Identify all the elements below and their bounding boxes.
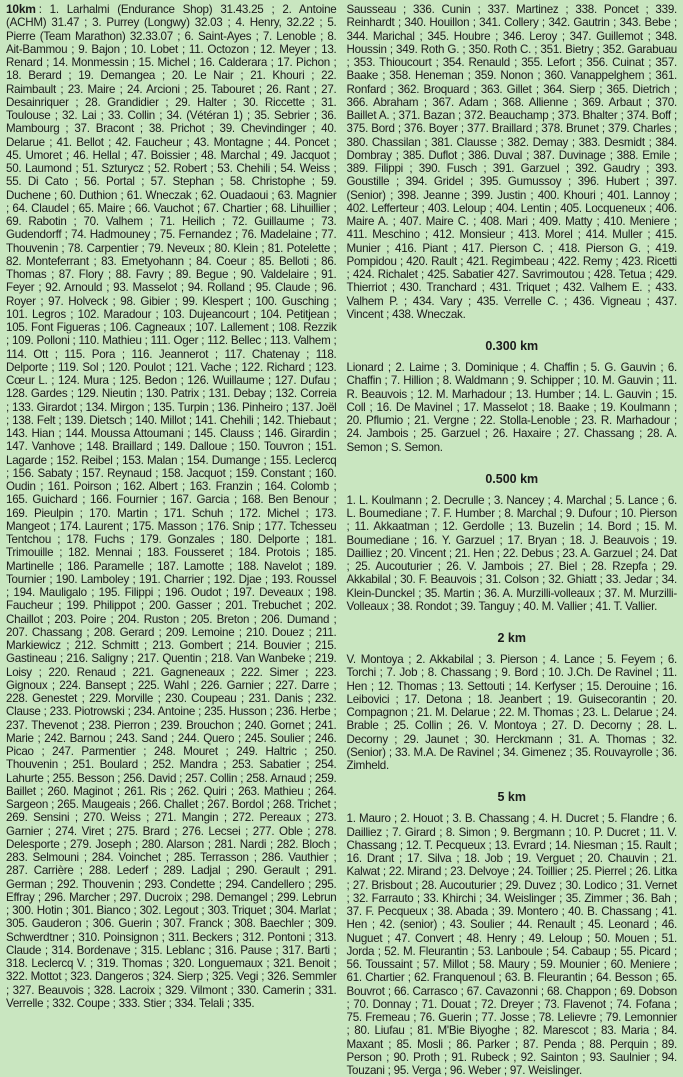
results-0500km: 1. L. Koulmann ; 2. Decrulle ; 3. Nancey ; 4. Marchal ; 5. Lance ; 6. L. Boumediane ; 7. F. Humber ; 8. Marchal ; 9. Dufour ; 10. Pierson ; 11. Akkaatman ; 12. Gerdolle ; 13. Buzelin ; 14. Bord ; 15. M. Boumediane ; 16. Y. Garzuel ; 17. Bryan ; 18. J. Beauvois ; 19. Dailliez ; 20. Vincent ; 21. Hen ; 22. Debus ; 23. A. Garzuel ; 24. Dat ; 25. Aucouturier ; 26. V. Jambois ; 27. Biel ; 28. Rzepfa ; 29. Akkabilal ; 30. F. Beauvois ; 31. Colson ; 32. Ghiatt ; 33. Jedar ; 34. Klein-Dunckel ; 35. Martin ; 36. A. Murzilli-volleaux ; 37. M. Murzilli-Volleaux ; 38. Rondot ; 39. Tanguy ; 40. M. Vallier ; 41. T. Vallier. [346, 493, 677, 613]
heading-2km: 2 km [497, 631, 526, 645]
heading-5km: 5 km [497, 790, 526, 805]
results-5km: 1. Mauro ; 2. Houot ; 3. B. Chassang ; 4. H. Ducret ; 5. Flandre ; 6. Dailliez ; 7. Girard ; 8. Simon ; 9. Bergmann ; 10. P. Ducret ; 11. V. Chassang ; 12. T. Pecqueux ; 13. Evrard ; 14. Niesman ; 15. Rault ; 16. Drant ; 17. Silva ; 18. Job ; 19. Verguet ; 20. Chauvin ; 21. Kalwat ; 22. Mirand ; 23. Delvoye ; 24. Toillier ; 25. Pierrel ; 26. Litka ; 27. Brisbout ; 28. Aucouturier ; 29. Duvez ; 30. Lodico ; 31. Vernet ; 32. Farrauto ; 33. Khirchi ; 34. Weislinger ; 35. Zimmer ; 36. Bah ; 37. F. Pecqueux ; 38. Abada ; 39. Montero ; 40. B. Chassang ; 41. Hen ; 42. (senior) ; 43. Soulier ; 44. Renault ; 45. Leonard ; 46. Nuguet ; 47. Convert ; 48. Henry ; 49. Leloup ; 50. Mouen ; 51. Jorda ; 52. M. Fleurantin ; 53. Lanboule ; 54. Cabaup ; 55. Picard ; 56. Toussaint ; 57. Millot ; 58. Maury ; 59. Mounier ; 60. Meniere ; 61. Chartier ; 62. Franquenoul ; 63. B. Fleurantin ; 64. Besson ; 65. Bouvrot ; 66. Carrasco ; 67. Cavazonni ; 68. Chappon ; 69. Dobson ; 70. Donnay ; 71. Douat ; 72. Dreyer ; 73. Flavenot ; 74. Fofana ; 75. Fremeau ; 76. Guerin ; 77. Josse ; 78. Lelievre ; 79. Lemonnier ; 80. Liufau ; 81. M'Bie Biyoghe ; 82. Marescot ; 83. Maria ; 84. Maxant ; 85. Mosli ; 86. Parker ; 87. Penda ; 88. Perquin ; 89. Person ; 90. Proth ; 91. Rubeck ; 92. Sainton ; 93. Saulnier ; 94. Touzani ; 95. Verga ; 96. Weber ; 97. Weislinger. [346, 812, 677, 1077]
results-10km-text: : 1. Larhalmi (Endurance Shop) 31.43.25 ; 2. Antoine (ACHM) 31.47 ; 3. Purrey (Longwy) 32.03 ; 4. Henry, 32.22 ; 5. Pierre (Team Marathon) 32.33.07 ; 6. Saint-Ayes ; 7. Lenoble ; 8. Ait-Bammou ; 9. Bajon ; 10. Lobet ; 11. Octozon ; 12. Meyer ; 13. Renard ; 14. Monmessin ; 15. Michel ; 16. Calderara ; 17. Pichon ; 18. Berard ; 19. Demangea ; 20. Le Nair ; 21. Khouri ; 22. Raimbault ; 23. Maire ; 24. Arcioni ; 25. Tabouret ; 26. Rant ; 27. Desainriquer ; 28. Grandidier ; 29. Halter ; 30. Riccette ; 31. Toulouse ; 32. Lai ; 33. Collin ; 34. (Vétéran 1) ; 35. Sebrier ; 36. Mambourg ; 37. Bracont ; 38. Prichot ; 39. Chevindinger ; 40. Delarue ; 41. Bellot ; 42. Faucheur ; 43. Montagne ; 44. Poncet ; 45. Umoret ; 46. Hellal ; 47. Boissier ; 48. Marchal ; 49. Jacquot ; 50. Laumond ; 51. Szturycz ; 52. Robert ; 53. Chehili ; 54. Weiss ; 55. Di Cato ; 56. Portal ; 57. Stephan ; 58. Christophe ; 59. Duchene ; 60. Duthion ; 61. Wneczak ; 62. Ouadaoui ; 63. Magnier ; 64. Claudel ; 65. Maire ; 66. Vauchot ; 67. Chartier ; 68. Lihuillier ; 69. Rabotin ; 70. Valhem ; 71. Heilich ; 72. Guillaume ; 73. Gudendorff ; 74. Hadmouney ; 75. Fernandez ; 76. Madelaine ; 77. Thouvenin ; 78. Carpentier ; 79. Neveux ; 80. Klein ; 81. Potelette ; 82. Monteferrant ; 83. Emetyohann ; 84. Coeur ; 85. Belloti ; 86. Thomas ; 87. Flory ; 88. Favry ; 89. Begue ; 90. Valdelaire ; 91. Feyer ; 92. Arnould ; 93. Masselot ; 94. Rolland ; 95. Claude ; 96. Royer ; 97. Holveck ; 98. Gibier ; 99. Klespert ; 100. Gusching ; 101. Legros ; 102. Maradour ; 103. Dujeancourt ; 104. Petitjean ; 105. Font Figueras ; 106. Cagneaux ; 107. Lallement ; 108. Rezzik ; 109. Polloni ; 110. Mathieu ; 111. Oger ; 112. Bellec ; 113. Valhem ; 114. Ott ; 115. Pora ; 116. Jeannerot ; 117. Chatenay ; 118. Delporte ; 119. Sol ; 120. Poulot ; 121. Vache ; 122. Richard ; 123. Cœur L. ; 124. Mura ; 125. Bedon ; 126. Wuillaume ; 127. Dufau ; 128. Gardes ; 129. Nieutin ; 130. Patrix ; 131. Debay ; 132. Correia ; 133. Girardot ; 134. Mirgon ; 135. Turpin ; 136. Pinheiro ; 137. Joël ; 138. Felt ; 139. Dietsch ; 140. Millot ; 141. Chehili ; 142. Thiebaut ; 143. Hian ; 144. Moussa Attoumani ; 145. Clauss ; 146. Girardin ; 147. Vanhove ; 148. Braillard ; 149. Dalloue ; 150. Touvron ; 151. Lagarde ; 152. Reibel ; 153. Malan ; 154. Dumange ; 155. Leclercq ; 156. Sabaty ; 157. Reynaud ; 158. Jacquot ; 159. Constant ; 160. Oudin ; 161. Poirson ; 162. Albert ; 163. Franzin ; 164. Colomb ; 165. Guichard ; 166. Fournier ; 167. Garcia ; 168. Ben Benour ; 169. Pieulpin ; 170. Martin ; 171. Schuh ; 172. Michel ; 173. Mangeot ; 174. Laurent ; 175. Masson ; 176. Snip ; 177. Tchesseu Tentchou ; 178. Fuchs ; 179. Gonzales ; 180. Delporte ; 181. Trimouille ; 182. Mennai ; 183. Fousseret ; 184. Protois ; 185. Martinelle ; 186. Paramelle ; 187. Lamotte ; 188. Navelot ; 189. Tournier ; 190. Lamboley ; 191. Charrier ; 192. Djae ; 193. Roussel ; 194. Mauligalo ; 195. Filippi ; 196. Oudot ; 197. Deveaux ; 198. Faucheur ; 199. Philippot ; 200. Gasser ; 201. Trebuchet ; 202. Chaillot ; 203. Poire ; 204. Ruston ; 205. Breton ; 206. Dumand ; 207. Chassang ; 208. Gerard ; 209. Lemoine ; 210. Douez ; 211. Markiewicz ; 212. Schmitt ; 213. Gombert ; 214. Bouvier ; 215. Gastineau ; 216. Saligny ; 217. Quentin ; 218. Van Wanbeke ; 219. Loisy ; 220. Renaud ; 221. Gagneneaux ; 222. Simer ; 223. Gignoux ; 224. Bansept ; 225. Wahl ; 226. Garnier ; 227. Darre ; 228. Genestet ; 229. Morville ; 230. Coupeau ; 231. Danis ; 232. Clause ; 233. Piotrowski ; 234. Antoine ; 235. Husson ; 236. Herbe ; 237. Thevenot ; 238. Pierron ; 239. Brouchon ; 240. Gornet ; 241. Marie ; 242. Barnou ; 243. Sand ; 244. Quero ; 245. Soulier ; 246. Picao ; 247. Parmentier ; 248. Mouret ; 249. Haltric ; 250. Thouvenin ; 251. Boulard ; 252. Mandra ; 253. Sabatier ; 254. Lahurte ; 255. Besson ; 256. David ; 257. Collin ; 258. Arnaud ; 259. Baillet ; 260. Maginot ; 261. Ris ; 262. Quiri ; 263. Mathieu ; 264. Sargeon ; 265. Maugeais ; 266. Challet ; 267. Bordol ; 268. Trichet ; 269. Sensini ; 270. Weiss ; 271. Mangin ; 272. Pereaux ; 273. Garnier ; 274. Viret ; 275. Brard ; 276. Lecsei ; 277. Oble ; 278. Delesporte ; 279. Joseph ; 280. Alarson ; 281. Nardi ; 282. Bloch ; 283. Selmouni ; 284. Voinchet ; 285. Terrasson ; 286. Vauthier ; 287. Carrière ; 288. Lederf ; 289. Ladjal ; 290. Gerault ; 291. German ; 292. Thouvenin ; 293. Condette ; 294. Candellero ; 295. Effray ; 296. Marcher ; 297. Ducroix ; 298. Demangel ; 299. Lebrun ; 300. Hotin ; 301. Bianco ; 302. Legout ; 303. Triquet ; 304. Marlat ; 305. Gauderon ; 306. Guerin ; 307. Franck ; 308. Baechler ; 309. Schwerdtner ; 310. Poinsignon ; 311. Beckers ; 312. Pontoni ; 313. Claude ; 314. Bordenave ; 315. Leblanc ; 316. Pause ; 317. Barti ; 318. Leclercq V. ; 319. Thomas ; 320. Longuemaux ; 321. Benoit ; 322. Mottot ; 323. Dangeros ; 324. Sierp ; 325. Vegi ; 326. Semmler ; 327. Beauvois ; 328. Lacroix ; 329. Vilmont ; 330. Camerin ; 331. Verrelle ; 332. Coupe ; 333. Stier ; 334. Telali ; 335. [6, 3, 337, 1010]
left-column [6, 3, 337, 1024]
section-label-10km: 10km [6, 2, 36, 16]
heading-0300km: 0.300 km [485, 339, 539, 353]
results-10km [6, 3, 337, 1010]
results-10km-continued: Sausseau ; 336. Cunin ; 337. Martinez ; 338. Poncet ; 339. Reinhardt ; 340. Houillon ; 341. Collery ; 342. Gautrin ; 343. Bebe ; 344. Marichal ; 345. Houbre ; 346. Leroy ; 347. Guillemot ; 348. Houssin ; 349. Roth G. ; 350. Roth C. ; 351. Bietry ; 352. Garabuau ; 353. Thioucourt ; 354. Renauld ; 355. Lefort ; 356. Cuinat ; 357. Baake ; 358. Heneman ; 359. Nonon ; 360. Vanappelghem ; 361. Ronfard ; 362. Broquard ; 363. Gillet ; 364. Sierp ; 365. Dietrich ; 366. Abraham ; 367. Adam ; 368. Allienne ; 369. Arbaut ; 370. Baillet A. ; 371. Bazan ; 372. Beauchamp ; 373. Bhalter ; 374. Boff ; 375. Bord ; 376. Boyer ; 377. Braillard ; 378. Brunet ; 379. Charles ; 380. Chassilan ; 381. Clausse ; 382. Demay ; 383. Desmidt ; 384. Dombray ; 385. Duflot ; 386. Duval ; 387. Duvinage ; 388. Emile ; 389. Filippi ; 390. Fusch ; 391. Garzuel ; 392. Gaudry ; 393. Goustille ; 394. Gridel ; 395. Gumussoy ; 396. Hubert ; 397. (Senior) ; 398. Jeanne ; 399. Justin ; 400. Khouri ; 401. Lannoy ; 402. Lefferteur ; 403. Leloup ; 404. Lentin ; 405. Locqueneux ; 406. Maire A. ; 407. Maire C. ; 408. Mari ; 409. Matty ; 410. Meniere ; 411. Meschino ; 412. Monsieur ; 413. Morel ; 414. Muller ; 415. Munier ; 416. Piant ; 417. Pierson C. ; 418. Pierson G. ; 419. Pompidou ; 420. Rault ; 421. Regimbeau ; 422. Remy ; 423. Ricetti ; 424. Richalet ; 425. Sabatier 427. Savrimoutou ; 428. Tetua ; 429. Thierriot ; 430. Tranchard ; 431. Triquet ; 432. Valhem E. ; 433. Valhem P. ; 434. Vary ; 435. Verrelle C. ; 436. Vigneau ; 437. Vincent ; 438. Wneczak. [346, 3, 677, 321]
heading-0500km: 0.500 km [485, 471, 539, 486]
right-column [346, 3, 678, 1077]
results-0300km: Lionard ; 2. Laime ; 3. Dominique ; 4. Chaffin ; 5. G. Gauvin ; 6. Chaffin ; 7. Hillion ; 8. Waldmann ; 9. Schipper ; 10. M. Gauvin ; 11. R. Beauvois ; 12. M. Marhadour ; 13. Humber ; 14. L. Gauvin ; 15. Coll ; 16. De Mavinel ; 17. Masselot ; 18. Baake ; 19. Koulmann ; 20. Pflumio ; 21. Vergne ; 22. Stolla-Lenoble ; 23. R. Marhadour ; 24. Jambois ; 25. Garzuel ; 26. Haxaire ; 27. Chassang ; 28. A. Semon ; S. Semon. [346, 361, 677, 454]
results-2km: V. Montoya ; 2. Akkabilal ; 3. Pierson ; 4. Lance ; 5. Feyem ; 6. Torchi ; 7. Job ; 8. Chassang ; 9. Bord ; 10. J.Ch. De Ravinel ; 11. Hen ; 12. Thomas ; 13. Settouti ; 14. Kerfyser ; 15. Derouine ; 16. Leibovici ; 17. Detona ; 18. Jeanbert ; 19. Guisecorantin ; 20. Compagnon ; 21. M. Delarue ; 22. M. Thomas ; 23. L. Delarue ; 24. Brable ; 25. Collin ; 26. V. Montoya ; 27. D. Decorny ; 28. L. Decorny ; 29. Jaunet ; 30. Herckmann ; 31. A. Thomas ; 32. (Senior) ; 33. M.A. De Ravinel ; 34. Gimenez ; 35. Rouvayrolle ; 36. Zimheld. [346, 653, 677, 772]
